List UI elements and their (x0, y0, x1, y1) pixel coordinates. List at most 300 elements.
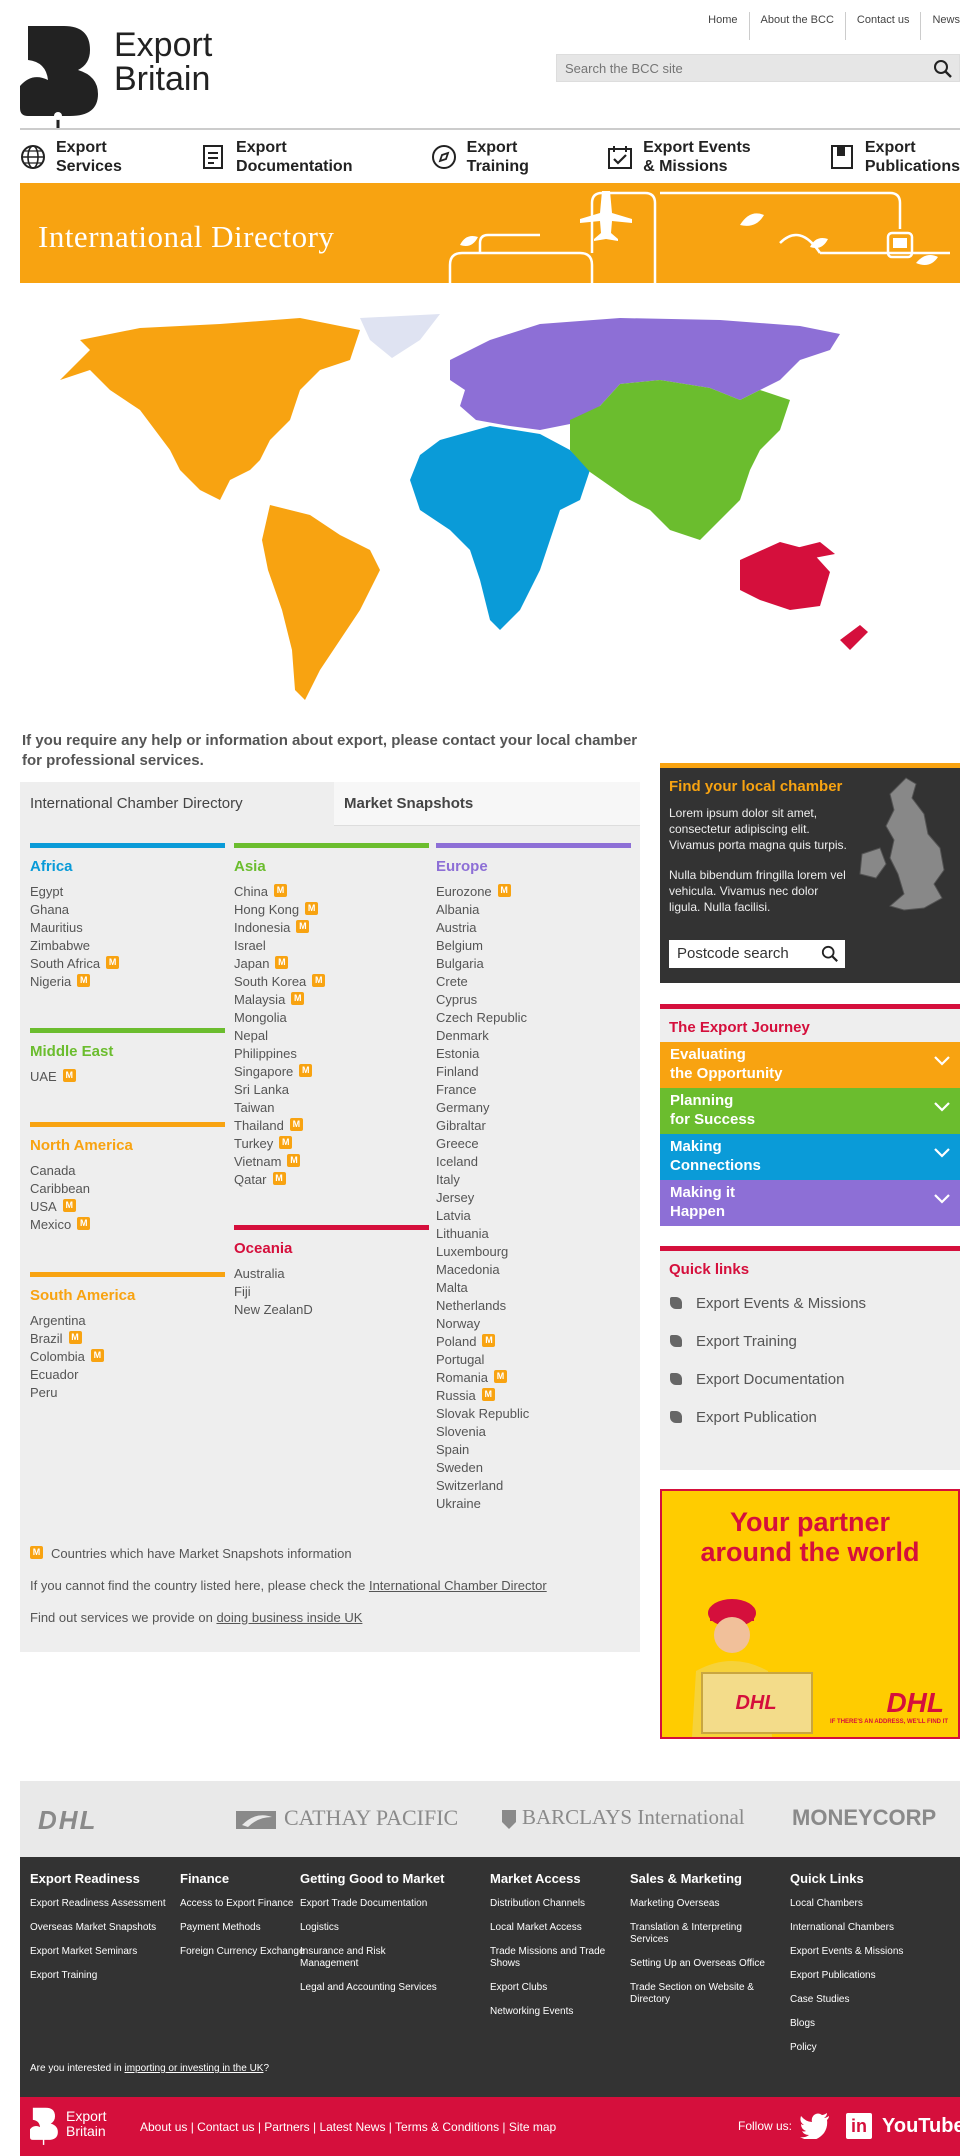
footer-column (490, 1871, 630, 2030)
quick-link-label: Export Publication (696, 1408, 817, 1426)
export-britain-logo-icon (20, 24, 104, 130)
country-name: Egypt (30, 884, 64, 899)
country-name: Slovak Republic (436, 1406, 530, 1421)
country-item[interactable] (30, 1068, 225, 1086)
footer-link[interactable]: Blogs (790, 2018, 816, 2029)
country-name: Ukraine (436, 1496, 481, 1511)
market-snapshot-badge-icon[interactable]: M (296, 920, 309, 933)
footer-link[interactable]: Policy (790, 2042, 817, 2053)
country-item[interactable] (234, 1265, 429, 1283)
country-name: Latvia (436, 1208, 471, 1223)
footer-link[interactable]: Export Clubs (490, 1982, 548, 1993)
market-snapshot-badge-icon[interactable]: M (274, 884, 287, 897)
country-item[interactable] (30, 973, 225, 991)
country-item[interactable] (234, 1283, 429, 1301)
quick-link[interactable] (660, 1360, 960, 1398)
country-name: Mauritius (30, 920, 83, 935)
region-title: Europe (436, 858, 488, 875)
country-item[interactable] (436, 1027, 631, 1045)
journey-step[interactable] (660, 1180, 960, 1226)
country-item[interactable] (234, 1135, 429, 1153)
country-name: Colombia (30, 1349, 85, 1364)
map-region-south-america[interactable] (262, 505, 380, 700)
market-snapshot-badge-icon[interactable]: M (287, 1154, 300, 1167)
footer-link[interactable]: Case Studies (790, 1994, 850, 2005)
market-snapshot-badge-icon[interactable]: M (482, 1334, 495, 1347)
market-snapshot-badge-icon[interactable]: M (279, 1136, 292, 1149)
country-item[interactable] (436, 1405, 631, 1423)
region-color-bar (30, 1272, 225, 1277)
search-input[interactable] (557, 55, 917, 81)
country-item[interactable] (436, 1063, 631, 1081)
country-item[interactable] (436, 919, 631, 937)
footer-link[interactable]: Export Trade Documentation (300, 1898, 428, 1909)
region-title: Oceania (234, 1240, 293, 1257)
tab-international-chamber-directory[interactable]: International Chamber Directory (20, 782, 332, 826)
top-links (697, 12, 960, 40)
country-list (436, 883, 631, 1513)
country-name: Luxembourg (436, 1244, 509, 1259)
country-item[interactable] (436, 1261, 631, 1279)
market-snapshot-badge-icon[interactable]: M (498, 884, 511, 897)
country-item[interactable] (436, 1045, 631, 1063)
header-divider (20, 128, 960, 130)
map-region-greenland[interactable] (360, 314, 440, 358)
country-item[interactable] (30, 883, 225, 901)
footer-link[interactable]: Distribution Channels (490, 1898, 586, 1909)
country-list (30, 1068, 225, 1086)
country-name: Slovenia (436, 1424, 486, 1439)
country-name: Singapore (234, 1064, 294, 1079)
linkedin-icon[interactable] (846, 2113, 872, 2139)
country-name: Finland (436, 1064, 479, 1079)
twitter-icon[interactable] (800, 2113, 830, 2139)
country-name: Indonesia (234, 920, 291, 935)
country-item[interactable] (436, 1459, 631, 1477)
footer-brand-line-1: Export (66, 2108, 107, 2124)
country-name: Turkey (234, 1136, 274, 1151)
country-item[interactable] (436, 1333, 631, 1351)
country-name: Canada (30, 1163, 76, 1178)
country-list (234, 1265, 429, 1319)
country-name: France (436, 1082, 477, 1097)
follow-us-label: Follow us: (738, 2119, 793, 2133)
country-item[interactable] (436, 973, 631, 991)
country-item[interactable] (436, 1279, 631, 1297)
country-item[interactable] (234, 973, 429, 991)
postcode-search-input[interactable] (669, 940, 845, 968)
linkedin-label: in (851, 2116, 867, 2136)
country-item[interactable] (234, 955, 429, 973)
country-name: Malta (436, 1280, 468, 1295)
region-oceania (234, 1225, 429, 1319)
nav-export-events[interactable] (607, 138, 751, 176)
footer-link[interactable]: Trade Missions and Trade Shows (490, 1946, 606, 1969)
market-snapshot-badge-icon[interactable]: M (482, 1388, 495, 1401)
quick-links (660, 1246, 960, 1470)
brand-line-2: Britain (114, 60, 211, 98)
find-local-chamber (660, 763, 960, 983)
country-item[interactable] (234, 991, 429, 1009)
top-link-contact[interactable]: Contact us (845, 12, 921, 40)
country-item[interactable] (234, 1045, 429, 1063)
footer-link[interactable]: Export Readiness Assessment (30, 1898, 166, 1909)
footer-link-list (30, 1898, 170, 1982)
country-item[interactable] (30, 901, 225, 919)
country-item[interactable] (30, 955, 225, 973)
services-row (30, 1610, 547, 1642)
page-banner (20, 183, 960, 283)
world-map[interactable] (20, 310, 920, 710)
country-item[interactable] (436, 1171, 631, 1189)
country-name: Lithuania (436, 1226, 489, 1241)
country-name: Iceland (436, 1154, 478, 1169)
country-name: South Korea (234, 974, 307, 989)
country-item[interactable] (436, 1135, 631, 1153)
top-link-news[interactable]: News (920, 12, 960, 40)
quick-link[interactable] (660, 1322, 960, 1360)
bullet-leaf-icon (670, 1335, 682, 1347)
country-item[interactable] (30, 1366, 225, 1384)
region-color-bar (436, 843, 631, 848)
footer-column-title[interactable]: Sales & Marketing (630, 1871, 742, 1886)
ad-brand: DHL (886, 1687, 944, 1718)
directory-panel (20, 782, 640, 1652)
country-item[interactable] (234, 937, 429, 955)
country-name: Czech Republic (436, 1010, 528, 1025)
quick-link[interactable] (660, 1398, 960, 1436)
partner-barclays[interactable] (500, 1805, 745, 1830)
bullet-leaf-icon (670, 1297, 682, 1309)
country-item[interactable] (234, 1153, 429, 1171)
country-item[interactable] (30, 1384, 225, 1402)
ad-headline (662, 1507, 958, 1567)
country-item[interactable] (436, 1387, 631, 1405)
country-item[interactable] (234, 1027, 429, 1045)
dhl-advert[interactable] (660, 1489, 960, 1739)
footer-column-title[interactable]: Finance (180, 1871, 230, 1886)
tab-market-snapshots[interactable]: Market Snapshots (334, 782, 640, 826)
journey-step[interactable] (660, 1042, 960, 1088)
partner-cathay-pacific[interactable] (234, 1805, 458, 1831)
export-journey (660, 1004, 960, 1224)
footer-link[interactable]: Setting Up an Overseas Office (630, 1958, 765, 1969)
journey-step-label: Evaluating the Opportunity (670, 1046, 783, 1082)
country-item[interactable] (436, 1009, 631, 1027)
chevron-down-icon (934, 1194, 950, 1204)
country-name: Brazil (30, 1331, 63, 1346)
site-logo[interactable] (20, 24, 240, 130)
country-item[interactable] (30, 1180, 225, 1198)
country-item[interactable] (436, 1369, 631, 1387)
country-name: Netherlands (436, 1298, 507, 1313)
country-item[interactable] (436, 1477, 631, 1495)
footer-link[interactable]: Export Events & Missions (790, 1946, 904, 1957)
footer-link[interactable]: Foreign Currency Exchange (180, 1946, 305, 1957)
country-name: Romania (436, 1370, 489, 1385)
country-item[interactable] (436, 1441, 631, 1459)
country-item[interactable] (436, 991, 631, 1009)
footer-link-list (630, 1898, 770, 2006)
footer-inquiry (30, 2063, 269, 2074)
page-title: International Directory (38, 219, 335, 254)
country-item[interactable] (30, 1162, 225, 1180)
market-snapshot-badge-icon[interactable]: M (305, 902, 318, 915)
search-icon[interactable] (933, 59, 953, 79)
directory-notes (30, 1546, 547, 1642)
country-name: China (234, 884, 268, 899)
region-africa (30, 843, 225, 991)
footer-column (180, 1871, 320, 1970)
country-name: Norway (436, 1316, 481, 1331)
footer-logo[interactable] (30, 2105, 120, 2151)
intro-text: If you require any help or information about export, please contact your local chamber for professional services. (22, 732, 638, 769)
region-title: South America (30, 1287, 136, 1304)
footer-link[interactable]: Local Chambers (790, 1898, 863, 1909)
region-title: Asia (234, 858, 266, 875)
footer-column-title[interactable]: Getting Good to Market (300, 1871, 445, 1886)
country-name: UAE (30, 1069, 57, 1084)
nav-export-publications[interactable] (829, 138, 960, 176)
market-snapshot-badge-icon[interactable]: M (91, 1349, 104, 1362)
footer-link[interactable]: Export Training (30, 1970, 98, 1981)
country-name: Malaysia (234, 992, 286, 1007)
site-footer (20, 1857, 960, 2097)
country-list (30, 1162, 225, 1234)
country-item[interactable] (436, 883, 631, 901)
country-item[interactable] (234, 1171, 429, 1189)
footer-link-list (490, 1898, 630, 2018)
chamber-title: Find your local chamber (669, 778, 843, 795)
country-name: Eurozone (436, 884, 492, 899)
country-item[interactable] (234, 1117, 429, 1135)
country-item[interactable] (234, 883, 429, 901)
country-item[interactable] (436, 1423, 631, 1441)
region-europe (436, 843, 631, 1513)
book-icon (829, 144, 855, 170)
brand-line-1: Export (114, 26, 213, 64)
footer-link[interactable]: Payment Methods (180, 1922, 261, 1933)
country-item[interactable] (436, 1207, 631, 1225)
nav-export-documentation[interactable] (200, 138, 352, 176)
country-name: Gibraltar (436, 1118, 486, 1133)
footer-link[interactable]: Export Market Seminars (30, 1946, 138, 1957)
country-name: Mexico (30, 1217, 72, 1232)
country-item[interactable] (436, 1495, 631, 1513)
chevron-down-icon (934, 1056, 950, 1066)
footer-link[interactable]: Translation & Interpreting Services (630, 1922, 742, 1945)
market-snapshot-badge-icon[interactable]: M (69, 1331, 82, 1344)
country-name: Mongolia (234, 1010, 287, 1025)
country-item[interactable] (436, 1081, 631, 1099)
country-item[interactable] (436, 1297, 631, 1315)
country-name: Estonia (436, 1046, 480, 1061)
region-color-bar (234, 1225, 429, 1230)
footer-link[interactable]: Trade Section on Website & Directory (630, 1982, 754, 2005)
country-item[interactable] (234, 1063, 429, 1081)
country-item[interactable] (234, 1081, 429, 1099)
directory-tabs (20, 782, 640, 826)
market-snapshot-badge-icon[interactable]: M (273, 1172, 286, 1185)
country-item[interactable] (234, 1301, 429, 1319)
country-name: Macedonia (436, 1262, 500, 1277)
country-name: Hong Kong (234, 902, 300, 917)
search-icon[interactable] (821, 945, 839, 963)
country-item[interactable] (436, 1117, 631, 1135)
market-snapshot-badge-icon[interactable]: M (312, 974, 325, 987)
country-name: Argentina (30, 1313, 86, 1328)
market-snapshot-badge-icon: M (30, 1546, 43, 1559)
map-region-asia[interactable] (570, 380, 790, 540)
journey-step-label: Planning for Success (670, 1092, 756, 1128)
quick-links-list (660, 1284, 960, 1436)
country-item[interactable] (436, 1099, 631, 1117)
country-name: USA (30, 1199, 57, 1214)
country-item[interactable] (436, 1189, 631, 1207)
importing-investing-link[interactable]: importing or investing in the UK (124, 2063, 264, 2074)
market-snapshot-badge-icon[interactable]: M (63, 1199, 76, 1212)
footer-link[interactable]: Export Publications (790, 1970, 876, 1981)
doing-business-link[interactable]: doing business inside UK (216, 1610, 363, 1625)
market-snapshot-badge-icon[interactable]: M (106, 956, 119, 969)
market-snapshot-badge-icon[interactable]: M (290, 1118, 303, 1131)
country-item[interactable] (234, 919, 429, 937)
nav-export-services[interactable] (20, 138, 122, 176)
international-chamber-director-link[interactable]: International Chamber Director (368, 1578, 547, 1593)
footer-link[interactable]: Access to Export Finance (180, 1898, 294, 1909)
country-item[interactable] (30, 1348, 225, 1366)
country-item[interactable] (436, 1351, 631, 1369)
bullet-leaf-icon (670, 1373, 682, 1385)
country-name: Switzerland (436, 1478, 504, 1493)
country-item[interactable] (234, 901, 429, 919)
market-snapshot-badge-icon[interactable]: M (299, 1064, 312, 1077)
country-name: Qatar (234, 1172, 267, 1187)
market-snapshot-badge-icon[interactable]: M (291, 992, 304, 1005)
top-link-about[interactable]: About the BCC (749, 12, 845, 40)
journey-step[interactable] (660, 1088, 960, 1134)
journey-step-label: Making Connections (670, 1138, 761, 1174)
country-name: New ZealanD (234, 1302, 313, 1317)
footer-column-title[interactable]: Market Access (490, 1871, 581, 1886)
courier-illustration-icon (672, 1587, 822, 1737)
compass-icon (431, 144, 457, 170)
country-item[interactable] (30, 1216, 225, 1234)
country-name: Portugal (436, 1352, 485, 1367)
country-item[interactable] (436, 1243, 631, 1261)
country-name: Crete (436, 974, 468, 989)
market-snapshot-badge-icon[interactable]: M (494, 1370, 507, 1383)
region-asia (234, 843, 429, 1189)
partner-dhl[interactable] (38, 1805, 97, 1836)
partners-bar (20, 1781, 960, 1857)
journey-title: The Export Journey (669, 1019, 810, 1036)
region-color-bar (30, 1122, 225, 1127)
footer-column-title[interactable]: Export Readiness (30, 1871, 140, 1886)
country-item[interactable] (30, 919, 225, 937)
country-name: Albania (436, 902, 480, 917)
country-item[interactable] (436, 901, 631, 919)
ad-line-2: around the world (700, 1537, 920, 1567)
country-list (30, 1312, 225, 1402)
country-name: Poland (436, 1334, 477, 1349)
journey-step[interactable] (660, 1134, 960, 1180)
country-name: Zimbabwe (30, 938, 90, 953)
inquiry-end: ? (263, 2063, 270, 2074)
nav-export-training[interactable] (431, 138, 529, 176)
country-item[interactable] (30, 1330, 225, 1348)
country-name: Ecuador (30, 1367, 79, 1382)
banner-decoration-icon (20, 183, 960, 283)
footer-link[interactable]: Networking Events (490, 2006, 574, 2017)
map-region-africa[interactable] (410, 426, 590, 630)
main-nav (20, 138, 960, 176)
country-item[interactable] (436, 955, 631, 973)
box-logo: DHL (735, 1692, 777, 1714)
country-item[interactable] (436, 1153, 631, 1171)
country-item[interactable] (30, 1198, 225, 1216)
country-name: Greece (436, 1136, 479, 1151)
country-item[interactable] (234, 1099, 429, 1117)
country-name: Sweden (436, 1460, 483, 1475)
footer-link[interactable]: Overseas Market Snapshots (30, 1922, 157, 1933)
footer-link[interactable]: Logistics (300, 1922, 339, 1933)
footer-bottom-links[interactable]: About us | Contact us | Partners | Latest News | Terms & Conditions | Site map (140, 2120, 557, 2134)
top-link-home[interactable]: Home (708, 14, 738, 26)
export-britain-logo-icon (30, 2105, 60, 2147)
uk-map-icon (854, 774, 954, 924)
region-color-bar (234, 843, 429, 848)
bullet-leaf-icon (670, 1411, 682, 1423)
footer-column (300, 1871, 444, 2006)
journey-list (660, 1042, 960, 1226)
country-list (234, 883, 429, 1189)
country-name: Denmark (436, 1028, 489, 1043)
market-snapshot-badge-icon[interactable]: M (77, 974, 90, 987)
map-region-oceania[interactable] (740, 542, 868, 650)
region-title: North America (30, 1137, 133, 1154)
market-snapshot-badge-icon[interactable]: M (63, 1069, 76, 1082)
region-color-bar (30, 843, 225, 848)
country-name: Peru (30, 1385, 58, 1400)
country-item[interactable] (436, 1315, 631, 1333)
country-item[interactable] (30, 937, 225, 955)
youtube-icon[interactable] (882, 2111, 965, 2141)
footer-link[interactable]: Marketing Overseas (630, 1898, 720, 1909)
footer-link[interactable]: Insurance and Risk Management (300, 1946, 386, 1969)
footer-link[interactable]: International Chambers (790, 1922, 894, 1933)
country-item[interactable] (436, 937, 631, 955)
footer-link[interactable]: Legal and Accounting Services (300, 1982, 437, 1993)
market-snapshot-badge-icon[interactable]: M (275, 956, 288, 969)
country-item[interactable] (30, 1312, 225, 1330)
country-name: Germany (436, 1100, 490, 1115)
footer-link-list (300, 1898, 444, 1994)
footer-column-title[interactable]: Quick Links (790, 1871, 864, 1886)
quick-link[interactable] (660, 1284, 960, 1322)
country-item[interactable] (436, 1225, 631, 1243)
nav-label: Export Services (56, 139, 122, 175)
country-name: Cyprus (436, 992, 478, 1007)
map-region-north-america[interactable] (60, 318, 360, 500)
partner-moneycorp[interactable] (792, 1805, 936, 1831)
region-south-america (30, 1272, 225, 1402)
footer-link[interactable]: Local Market Access (490, 1922, 582, 1933)
chevron-down-icon (934, 1148, 950, 1158)
country-item[interactable] (234, 1009, 429, 1027)
brand-name (114, 28, 212, 96)
market-snapshot-badge-icon[interactable]: M (77, 1217, 90, 1230)
